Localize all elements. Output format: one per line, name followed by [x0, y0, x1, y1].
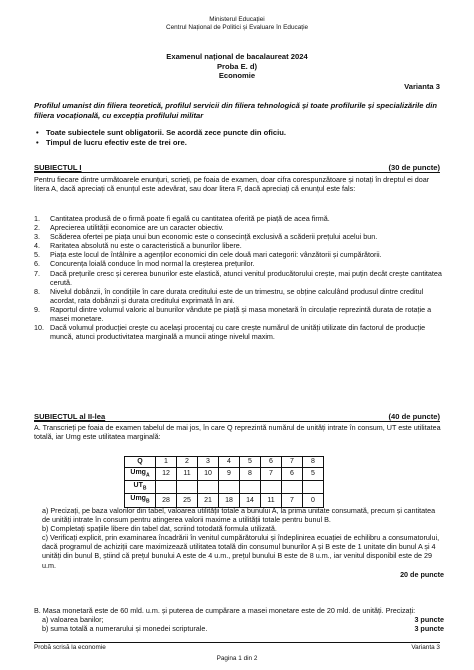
table-cell: 8 — [303, 457, 324, 468]
table-cell — [219, 480, 240, 493]
table-cell: 6 — [282, 467, 303, 480]
table-row-label: Umg$_A$ — [125, 467, 156, 480]
subject1-heading — [34, 163, 440, 173]
footer-variant: Varianta 3 — [411, 644, 440, 651]
partA-points: 20 de puncte — [400, 569, 444, 579]
list-item: 7. Dacă prețurile cresc și cererea bunurilor este elastică, atunci venitul producătorului crește, mai puțin decât crește cantitatea cerută. — [34, 268, 442, 287]
rule-item: • Toate subiectele sunt obligatorii. Se acordă zece puncte din oficiu. — [34, 128, 444, 138]
list-item: 1. Cantitatea produsă de o firmă poate fi egală cu cantitatea oferită pe piață de acea firmă. — [34, 214, 330, 223]
table-cell: 7 — [282, 457, 303, 468]
partB-intro: B. Masa monetară este de 60 mld. u.m. și puterea de cumpărare a masei monetare este de 20 mld. de unități. Precizați: — [34, 606, 416, 615]
task-b: b) Completați spațiile libere din tabel dat, scriind totodată formula utilizată. — [42, 524, 277, 534]
table-row — [125, 457, 324, 468]
table-cell: 11 — [177, 467, 198, 480]
table-cell — [156, 480, 177, 493]
exam-rules — [34, 128, 444, 148]
subject2-title: SUBIECTUL al II-lea — [34, 412, 106, 421]
task-c: c) Verificați explicit, prin examinarea încadrării în venitul cumpărătorului și îndeplinirea ecuației de echilibru a consumatorului, dacă programul de achiziții care maximizează utilitatea totală din consumul bunurilor A și B este de 1 unitate din bunul A și 4 unități din bunul B, știind că prețul bunului A este de 4 u.m., prețul bunului B este de 8 u.m., iar venitul disponibil este de 29 u.m. — [42, 533, 440, 570]
profile-text: Profilul umanist din filiera teoretică, profilul servicii din filiera tehnologică și toate profilurile și specializările din filiera vocațională, cu excepția profilului militar — [34, 101, 437, 120]
list-item: 10. Dacă volumul producției crește cu același procentaj cu care crește numărul de unități utilizate din factorul de producție muncă, atunci productivitatea marginală a muncii atinge nivelul maxim. — [34, 323, 426, 342]
partB-item-b: b) suma totală a numerarului și monedei scripturale. 3 puncte — [42, 624, 444, 634]
table-row-label: $UT_B$ — [125, 480, 156, 493]
table-cell — [261, 480, 282, 493]
list-item: 8. Nivelul dobânzii, în condițiile în care durata creditului este de un trimestru, se obține calculând produsul dintre creditul acordat, rata dobânzii și durata creditului exprimată în ani. — [34, 286, 424, 305]
subject2-heading — [34, 412, 440, 422]
table-cell — [240, 480, 261, 493]
table-cell: 1 — [156, 457, 177, 468]
list-item: 2. Aprecierea utilității economice are un caracter obiectiv. — [34, 223, 224, 233]
table-cell: 0 — [303, 494, 324, 507]
table-cell: 5 — [240, 457, 261, 468]
table-cell — [303, 480, 324, 493]
table-row — [125, 480, 324, 493]
table-cell — [177, 480, 198, 493]
subject1-title: SUBIECTUL I — [34, 163, 82, 172]
page-number: Pagina 1 din 2 — [216, 655, 258, 662]
list-item: 3. Scăderea ofertei pe piața unui bun economic este o consecință exclusivă a scăderii prețului acelui bun. — [34, 232, 378, 242]
subject1-intro: Pentru fiecare dintre următoarele enunțuri, scrieți, pe foaia de examen, doar cifra corespunzătoare și notați în dreptul ei doar litera A, dacă apreciați că enunțul este adevărat, sau doar litera F, dacă apreciați că enunțul este fals: — [34, 175, 430, 194]
footer-divider — [34, 642, 440, 643]
subject2-partA-tasks — [34, 506, 444, 579]
table-row-label: Umg$_B$ — [125, 494, 156, 507]
subject2-partB — [34, 606, 444, 633]
table-cell: 11 — [261, 494, 282, 507]
table-cell: 9 — [219, 467, 240, 480]
list-item: 6. Concurența loială conduce în mod normal la creșterea prețurilor. — [34, 259, 255, 269]
table-cell: 7 — [282, 494, 303, 507]
exam-title-line2: Proba E. d) — [216, 61, 258, 71]
utility-table — [124, 456, 324, 508]
table-cell: 2 — [177, 457, 198, 468]
table-cell: 25 — [177, 494, 198, 507]
table-cell: 10 — [198, 467, 219, 480]
list-item: 9. Raportul dintre volumul valoric al bunurilor vândute pe piață și masa monetară în circulație reprezintă durata de rotație a masei monetare. — [34, 304, 432, 324]
table-row-label: Q — [125, 457, 156, 468]
table-cell: 6 — [261, 457, 282, 468]
page-header — [0, 16, 474, 32]
subject2-points: (40 de puncte) — [388, 412, 440, 421]
list-item: 4. Raritatea absolută nu este o caracteristică a bunurilor libere. — [34, 241, 242, 251]
subject2-partA-intro: A. Transcrieți pe foaia de examen tabelul de mai jos, în care Q reprezintă numărul de unități intrate în consum, UT este utilitatea totală, iar Umg este utilitatea marginală: — [34, 423, 441, 442]
center-name: Centrul Național de Politici și Evaluare în Educație — [165, 24, 309, 31]
table-cell: 28 — [156, 494, 177, 507]
rule-item: • Timpul de lucru efectiv este de trei ore. — [34, 138, 444, 148]
table-cell: 21 — [198, 494, 219, 507]
table-cell: 8 — [240, 467, 261, 480]
exam-title-line3: Economie — [218, 71, 256, 80]
ministry-name: Ministerul Educației — [209, 16, 265, 23]
footer-subject: Probă scrisă la economie — [34, 644, 106, 651]
task-a: a) Precizați, pe baza valorilor din tabel, valoarea utilității totale a bunului A, la prima unitate consumată, precum și cantitatea de unități intrate în consum pentru atingerea valorii maxime a utilității totale pentru bunul B. — [42, 506, 436, 525]
table-cell: 12 — [156, 467, 177, 480]
table-cell — [282, 480, 303, 493]
variant-label: Varianta 3 — [404, 82, 440, 91]
table-cell: 7 — [261, 467, 282, 480]
exam-title-line1: Examenul național de bacalaureat 2024 — [166, 52, 308, 61]
partB-item-a: a) valoarea banilor; 3 puncte — [42, 615, 444, 625]
subject1-list — [34, 214, 444, 341]
table-row — [125, 467, 324, 480]
table-cell — [198, 480, 219, 493]
table-cell: 18 — [219, 494, 240, 507]
table-cell: 3 — [198, 457, 219, 468]
table-cell: 4 — [219, 457, 240, 468]
exam-title — [0, 52, 474, 81]
table-cell: 5 — [303, 467, 324, 480]
list-item: 5. Piața este locul de întâlnire a agenților economici din cele două mari categorii: vânzătorii și cumpărătorii. — [34, 250, 382, 260]
subject1-points: (30 de puncte) — [388, 163, 440, 172]
table-cell: 14 — [240, 494, 261, 507]
